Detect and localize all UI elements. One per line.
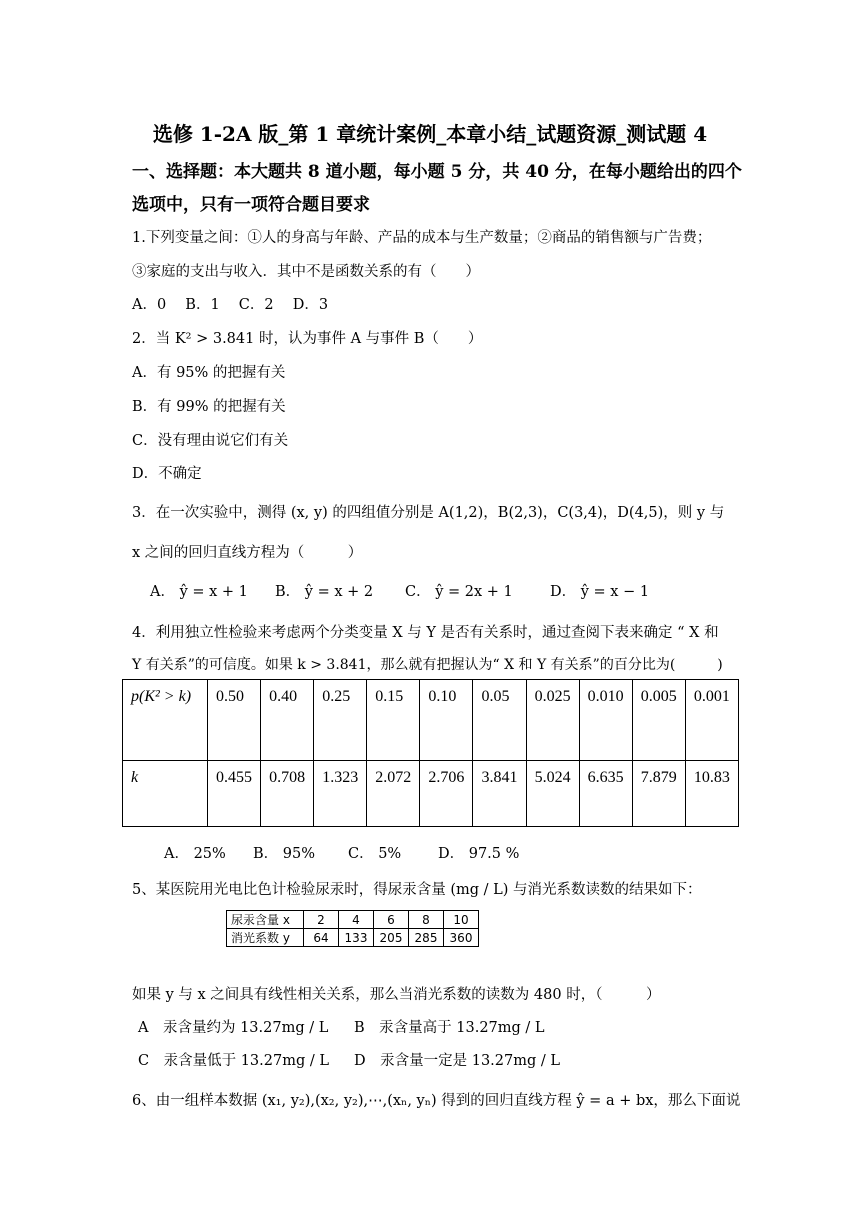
table-row-label: k	[123, 761, 208, 827]
q4-option-c: C． 5%	[348, 846, 402, 862]
table-cell: 6.635	[579, 761, 632, 827]
table-cell: 0.25	[314, 680, 367, 761]
q2-stem: 2．当 K² > 3.841 时，认为事件 A 与事件 B（ ）	[132, 331, 483, 347]
table-cell: 0.05	[473, 680, 526, 761]
table-cell: 0.40	[261, 680, 314, 761]
table-cell: 5.024	[526, 761, 579, 827]
q4-stem-line1: 4．利用独立性检验来考虑两个分类变量 X 与 Y 是否有关系时，通过查阅下表来确定 “ X 和	[132, 625, 719, 641]
table-cell: 2	[304, 911, 339, 929]
q3-stem-line1: 3．在一次实验中，测得 (x, y) 的四组值分别是 A(1,2)，B(2,3)，C(3,4)，D(4,5)，则 y 与	[132, 505, 725, 521]
q1-options: A．0 B．1 C．2 D．3	[132, 297, 329, 313]
table-cell: 0.455	[208, 761, 261, 827]
table-cell: 133	[339, 929, 374, 947]
table-cell: 10	[444, 911, 479, 929]
table-cell: 1.323	[314, 761, 367, 827]
table-cell: 285	[409, 929, 444, 947]
critical-value-table	[122, 679, 739, 827]
q4-option-d: D． 97.5 %	[438, 846, 520, 862]
q2-option-d: D．不确定	[132, 466, 202, 482]
mercury-data-table	[226, 910, 479, 947]
q2-option-b: B．有 99% 的把握有关	[132, 399, 286, 415]
q4-option-a: A． 25%	[164, 846, 226, 862]
q5-stem: 5、某医院用光电比色计检验尿汞时，得尿汞含量 (mg / L) 与消光系数读数的结果如下：	[132, 882, 702, 898]
table-cell: 0.10	[420, 680, 473, 761]
table-cell: 0.005	[632, 680, 685, 761]
section-heading-line1: 一、选择题：本大题共 8 道小题，每小题 5 分，共 40 分，在每小题给出的四个	[132, 162, 742, 182]
q3-stem-line2: x 之间的回归直线方程为（ ）	[132, 545, 363, 561]
table-cell: 0.010	[579, 680, 632, 761]
table-cell: 3.841	[473, 761, 526, 827]
table-cell: 360	[444, 929, 479, 947]
q2-option-c: C．没有理由说它们有关	[132, 433, 289, 449]
q3-option-b: B． ŷ = x + 2	[275, 584, 374, 600]
q3-option-a: A． ŷ = x + 1	[150, 584, 248, 600]
q5-option-c: C 汞含量低于 13.27mg / L	[138, 1053, 329, 1069]
table-cell: 4	[339, 911, 374, 929]
table-cell: 205	[374, 929, 409, 947]
table-row	[123, 680, 739, 761]
q5-option-a: A 汞含量约为 13.27mg / L	[138, 1020, 329, 1036]
q3-option-c: C． ŷ = 2x + 1	[405, 584, 513, 600]
table-cell: 0.50	[208, 680, 261, 761]
table-row-label: p(K² > k)	[123, 680, 208, 761]
table-cell: 0.708	[261, 761, 314, 827]
q4-stem-line2: Y 有关系”的可信度。如果 k > 3.841，那么就有把握认为“ X 和 Y 有关系”的百分比为( )	[132, 657, 723, 673]
q3-option-d: D． ŷ = x − 1	[550, 584, 650, 600]
q5-option-b: B 汞含量高于 13.27mg / L	[354, 1020, 545, 1036]
table-cell: 2.072	[367, 761, 420, 827]
table-cell: 0.025	[526, 680, 579, 761]
q5-option-d: D 汞含量一定是 13.27mg / L	[354, 1053, 561, 1069]
section-heading-line2: 选项中，只有一项符合题目要求	[132, 195, 370, 215]
q2-option-a: A．有 95% 的把握有关	[132, 365, 286, 381]
table-cell: 6	[374, 911, 409, 929]
table-row-label: 尿汞含量 x	[227, 911, 304, 929]
q5-question: 如果 y 与 x 之间具有线性相关关系，那么当消光系数的读数为 480 时，（ ）	[132, 987, 661, 1003]
q1-stem-line2: ③家庭的支出与收入．其中不是函数关系的有（ ）	[132, 264, 480, 280]
q6-stem-line1: 6、由一组样本数据 (x₁, y₂),(x₂, y₂),⋯,(xₙ, yₙ) 得到的回归直线方程 ŷ = a + bx，那么下面说	[132, 1093, 741, 1109]
table-cell: 0.001	[685, 680, 738, 761]
table-cell: 10.83	[685, 761, 738, 827]
table-cell: 2.706	[420, 761, 473, 827]
table-cell: 64	[304, 929, 339, 947]
table-row	[123, 761, 739, 827]
table-cell: 0.15	[367, 680, 420, 761]
table-row	[227, 911, 479, 929]
page-title: 选修 1-2A 版_第 1 章统计案例_本章小结_试题资源_测试题 4	[152, 122, 708, 146]
q1-stem-line1: 1.下列变量之间：①人的身高与年龄、产品的成本与生产数量；②商品的销售额与广告费；	[132, 230, 712, 246]
q4-option-b: B． 95%	[253, 846, 315, 862]
table-cell: 7.879	[632, 761, 685, 827]
table-row-label: 消光系数 y	[227, 929, 304, 947]
table-row	[227, 929, 479, 947]
table-cell: 8	[409, 911, 444, 929]
